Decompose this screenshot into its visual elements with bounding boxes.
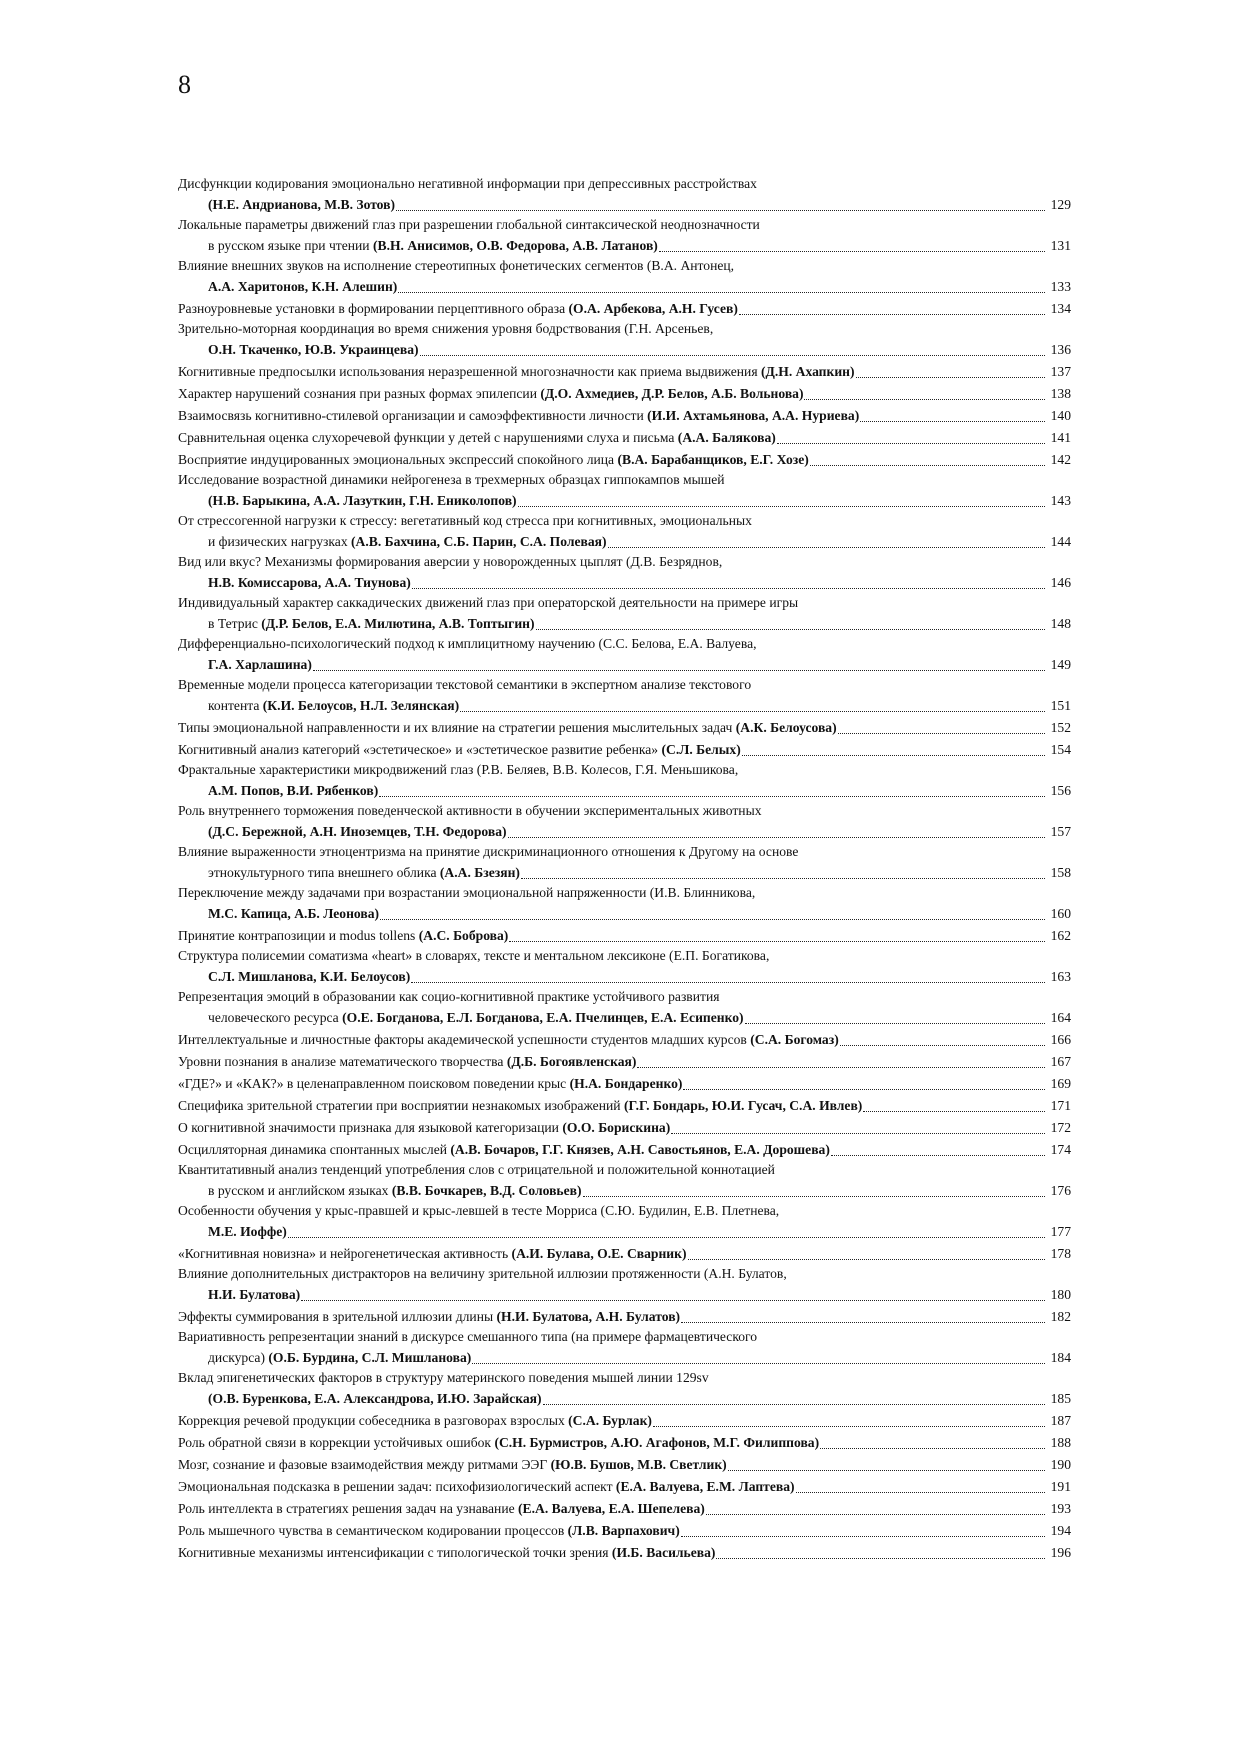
toc-entry-title-continued: Когнитивный анализ категорий «эстетическое» и «эстетическое развитие ребенка» [178,741,662,757]
toc-entry-title-continued: человеческого ресурса [208,1009,343,1025]
toc-entry [178,215,1071,256]
toc-entry [178,362,1071,383]
toc-entry-authors: (О.В. Буренкова, Е.А. Александрова, И.Ю. Зарайская) [208,1390,542,1406]
toc-entry-title-continued: Когнитивные предпосылки использования неразрешенной многозначности как приема выдвижения [178,363,761,379]
toc-entry-title: Индивидуальный характер саккадических движений глаз при операторской деятельности на примере игры [178,595,799,610]
toc-entry-title: Исследование возрастной динамики нейрогенеза в трехмерных образцах гиппокампов мышей [178,472,725,487]
dot-leader [863,1111,1045,1112]
dot-leader [398,292,1045,293]
toc-entry-page: 193 [1050,1500,1071,1516]
dot-leader [810,465,1045,466]
toc-entry [178,718,1071,739]
toc-entry-page: 185 [1050,1390,1071,1406]
toc-entry-authors: А.М. Попов, В.И. Рябенков) [208,782,379,798]
toc-entry-title-continued: Роль интеллекта в стратегиях решения задач на узнавание [178,1500,519,1516]
toc-entry-authors: Г.А. Харлашина) [208,656,312,672]
toc-entry-page: 184 [1050,1349,1071,1365]
toc-entry-title: Вклад эпигенетических факторов в структуру материнского поведения мышей линии 129sv [178,1370,709,1385]
dot-leader [543,1404,1045,1405]
toc-entry [178,634,1071,675]
dot-leader [396,210,1045,211]
toc-entry-title: Влияние дополнительных дистракторов на величину зрительной иллюзии протяженности (А.Н. Булатов, [178,1266,787,1281]
toc-entry [178,1074,1071,1095]
toc-entry [178,428,1071,449]
toc-entry-authors: (Ю.В. Бушов, М.В. Светлик) [550,1456,727,1472]
toc-entry [178,593,1071,634]
toc-entry-authors: (В.В. Бочкарев, В.Д. Соловьев) [391,1182,582,1198]
toc-entry-page: 157 [1050,823,1071,839]
toc-entry-page: 172 [1050,1119,1071,1135]
toc-entry-title-continued: Интеллектуальные и личностные факторы академической успешности студентов младших курсов [178,1031,751,1047]
dot-leader [412,588,1045,589]
toc-entry-page: 151 [1050,697,1071,713]
toc-entry [178,1327,1071,1368]
toc-entry-page: 141 [1050,429,1071,445]
dot-leader [313,670,1045,671]
toc-entry-page: 144 [1050,533,1071,549]
toc-entry-authors: (Н.В. Барыкина, А.А. Лазуткин, Г.Н. Ениколопов) [208,492,517,508]
toc-entry [178,1160,1071,1201]
toc-entry-authors: (А.С. Боброва) [418,927,509,943]
dot-leader [379,796,1045,797]
dot-leader [460,711,1045,712]
dot-leader [681,1536,1045,1537]
toc-entry-page: 156 [1050,782,1071,798]
dot-leader [536,629,1045,630]
dot-leader [745,1023,1045,1024]
toc-entry-authors: А.А. Харитонов, К.Н. Алешин) [208,278,398,294]
toc-entry-page: 182 [1050,1308,1071,1324]
toc-entry-title-continued: «Когнитивная новизна» и нейрогенетическая активность [178,1245,512,1261]
toc-entry [178,1052,1071,1073]
dot-leader [420,355,1045,356]
toc-entry-page: 187 [1050,1412,1071,1428]
toc-entry-page: 178 [1050,1245,1071,1261]
dot-leader [683,1089,1045,1090]
dot-leader [583,1196,1045,1197]
toc-entry [178,406,1071,427]
toc-entry-authors: (С.Н. Бурмистров, А.Ю. Агафонов, М.Г. Филиппова) [494,1434,820,1450]
toc-entry-authors: (Д.Р. Белов, Е.А. Милютина, А.В. Топтыгин) [261,615,535,631]
toc-entry-authors: М.С. Капица, А.Б. Леонова) [208,905,380,921]
table-of-contents [178,174,1071,1563]
toc-entry-title-continued: Роль обратной связи в коррекции устойчивых ошибок [178,1434,495,1450]
toc-entry-title: Зрительно-моторная координация во время снижения уровня бодрствования (Г.Н. Арсеньев, [178,321,714,336]
toc-entry-title-continued: Уровни познания в анализе математического творчества [178,1053,507,1069]
toc-entry-title-continued: Роль мышечного чувства в семантическом кодировании процессов [178,1522,568,1538]
toc-entry-page: 196 [1050,1544,1071,1560]
toc-entry-title-continued: Эффекты суммирования в зрительной иллюзии длины [178,1308,497,1324]
toc-entry [178,842,1071,883]
toc-entry-authors: (А.В. Бахчина, С.Б. Парин, С.А. Полевая) [351,533,607,549]
toc-entry [178,470,1071,511]
toc-entry-title: Вид или вкус? Механизмы формирования аверсии у новорожденных цыплят (Д.В. Безряднов, [178,554,723,569]
toc-entry-authors: (Е.А. Валуева, Е.М. Лаптева) [615,1478,795,1494]
toc-entry-page: 174 [1050,1141,1071,1157]
dot-leader [681,1322,1045,1323]
toc-entry-title-continued: Специфика зрительной стратегии при восприятии незнакомых изображений [178,1097,624,1113]
toc-entry-title: Вариативность репрезентации знаний в дискурсе смешанного типа (на примере фармацевтического [178,1329,758,1344]
dot-leader [688,1259,1046,1260]
toc-entry-authors: (Г.Г. Бондарь, Ю.И. Гусач, С.А. Ивлев) [623,1097,863,1113]
toc-entry [178,1244,1071,1265]
dot-leader [659,251,1045,252]
dot-leader [742,755,1045,756]
toc-entry [178,1368,1071,1409]
toc-entry-page: 169 [1050,1075,1071,1091]
toc-entry-title-continued: контента [208,697,263,713]
toc-entry-title-continued: Осцилляторная динамика спонтанных мыслей [178,1141,451,1157]
toc-entry [178,174,1071,215]
toc-entry-page: 131 [1050,237,1071,253]
toc-entry-title-continued: Мозг, сознание и фазовые взаимодействия между ритмами ЭЭГ [178,1456,551,1472]
toc-entry-authors: М.Е. Иоффе) [208,1223,287,1239]
toc-entry-title: Переключение между задачами при возрастании эмоциональной напряженности (И.В. Блинникова, [178,885,756,900]
toc-entry-title-continued: Эмоциональная подсказка в решении задач: психофизиологический аспект [178,1478,616,1494]
toc-entry-page: 171 [1050,1097,1071,1113]
toc-entry [178,1521,1071,1542]
toc-entry [178,511,1071,552]
dot-leader [509,941,1045,942]
toc-entry-page: 188 [1050,1434,1071,1450]
toc-entry-title: Дифференциально-психологический подход к имплицитному научению (С.С. Белова, Е.А. Валуева, [178,636,757,651]
toc-entry-page: 142 [1050,451,1071,467]
toc-entry-title: Временные модели процесса категоризации текстовой семантики в экспертном анализе текстового [178,677,752,692]
toc-entry [178,319,1071,360]
toc-entry-page: 177 [1050,1223,1071,1239]
toc-entry-page: 164 [1050,1009,1071,1025]
toc-entry-page: 167 [1050,1053,1071,1069]
toc-entry [178,740,1071,761]
toc-entry-page: 180 [1050,1286,1071,1302]
toc-entry-authors: (Н.Е. Андрианова, М.В. Зотов) [208,196,396,212]
toc-entry-authors: (А.В. Бочаров, Г.Г. Князев, А.Н. Савостьянов, Е.А. Дорошева) [450,1141,830,1157]
toc-entry [178,450,1071,471]
toc-entry-title-continued: «ГДЕ?» и «КАК?» в целенаправленном поисковом поведении крыс [178,1075,570,1091]
toc-entry [178,1096,1071,1117]
toc-entry-authors: (А.И. Булава, О.Е. Сварник) [511,1245,687,1261]
toc-entry [178,552,1071,593]
toc-entry-title-continued: Принятие контрапозиции и modus tollens [178,927,419,943]
toc-entry-title: Квантитативный анализ тенденций употребления слов с отрицательной и положительной коннотацией [178,1162,775,1177]
toc-entry-authors: (В.А. Барабанщиков, Е.Г. Хозе) [617,451,809,467]
toc-entry [178,1433,1071,1454]
dot-leader [301,1300,1045,1301]
toc-entry-page: 194 [1050,1522,1071,1538]
toc-entry-authors: (Н.А. Бондаренко) [569,1075,683,1091]
toc-entry-title-continued: и физических нагрузках [208,533,352,549]
toc-entry [178,675,1071,716]
page-number: 8 [178,70,191,99]
dot-leader [856,377,1045,378]
toc-entry [178,801,1071,842]
toc-entry-authors: (А.К. Белоусова) [735,719,837,735]
toc-entry-page: 152 [1050,719,1071,735]
dot-leader [728,1470,1045,1471]
toc-entry-authors: (Д.Н. Ахапкин) [760,363,855,379]
toc-entry-title-continued: Когнитивные механизмы интенсификации с типологической точки зрения [178,1544,612,1560]
dot-leader [288,1237,1045,1238]
dot-leader [860,421,1045,422]
dot-leader [608,547,1045,548]
toc-entry-page: 166 [1050,1031,1071,1047]
toc-entry-page: 163 [1050,968,1071,984]
toc-entry-title-continued: О когнитивной значимости признака для языковой категоризации [178,1119,563,1135]
toc-entry-title-continued: Коррекция речевой продукции собеседника в разговорах взрослых [178,1412,569,1428]
toc-entry-authors: (А.А. Бзезян) [439,864,520,880]
toc-entry-title-continued: дискурса) [208,1349,269,1365]
toc-entry-page: 158 [1050,864,1071,880]
toc-entry-authors: (И.Б. Васильева) [611,1544,716,1560]
toc-entry-title-continued: в русском языке при чтении [208,237,373,253]
dot-leader [831,1155,1045,1156]
toc-entry-title-continued: Характер нарушений сознания при разных формах эпилепсии [178,385,541,401]
toc-entry [178,1543,1071,1564]
toc-entry [178,384,1071,405]
toc-entry-page: 137 [1050,363,1071,379]
toc-entry-authors: (О.О. Борискина) [562,1119,671,1135]
dot-leader [380,919,1045,920]
toc-entry-authors: Н.И. Булатова) [208,1286,301,1302]
toc-entry [178,1499,1071,1520]
toc-entry-page: 190 [1050,1456,1071,1472]
toc-entry-page: 134 [1050,300,1071,316]
toc-entry-title: Влияние выраженности этноцентризма на принятие дискриминационного отношения к Другому на основе [178,844,799,859]
toc-entry-title: Роль внутреннего торможения поведенческой активности в обучении экспериментальных животных [178,803,762,818]
toc-entry-authors: (Л.В. Варпахович) [567,1522,680,1538]
toc-entry-page: 140 [1050,407,1071,423]
toc-entry-page: 138 [1050,385,1071,401]
toc-entry [178,1118,1071,1139]
dot-leader [804,399,1045,400]
toc-entry-title: Структура полисемии соматизма «heart» в словарях, тексте и ментальном лексиконе (Е.П. Богатикова, [178,948,770,963]
dot-leader [716,1558,1045,1559]
toc-entry-title: Особенности обучения у крыс-правшей и крыс-левшей в тесте Морриса (С.Ю. Будилин, Е.В. Плетнева, [178,1203,780,1218]
dot-leader [706,1514,1045,1515]
dot-leader [838,733,1045,734]
dot-leader [820,1448,1045,1449]
toc-entry-authors: (А.А. Балякова) [677,429,776,445]
dot-leader [739,314,1045,315]
toc-entry-authors: (В.Н. Анисимов, О.В. Федорова, А.В. Латанов) [372,237,658,253]
toc-entry-title-continued: Восприятие индуцированных эмоциональных экспрессий спокойного лица [178,451,618,467]
toc-entry-page: 149 [1050,656,1071,672]
toc-entry [178,1140,1071,1161]
dot-leader [653,1426,1045,1427]
toc-entry-page: 176 [1050,1182,1071,1198]
toc-entry-title: Локальные параметры движений глаз при разрешении глобальной синтаксической неоднозначности [178,217,760,232]
dot-leader [637,1067,1045,1068]
toc-entry [178,1201,1071,1242]
toc-entry-title-continued: в русском и английском языках [208,1182,392,1198]
toc-entry-page: 191 [1050,1478,1071,1494]
dot-leader [508,837,1045,838]
dot-leader [521,878,1045,879]
toc-entry-page: 136 [1050,341,1071,357]
toc-entry-authors: О.Н. Ткаченко, Ю.В. Украинцева) [208,341,419,357]
toc-entry-page: 160 [1050,905,1071,921]
toc-entry [178,946,1071,987]
toc-entry-authors: (Е.А. Валуева, Е.А. Шепелева) [518,1500,705,1516]
toc-entry-title: Дисфункции кодирования эмоционально негативной информации при депрессивных расстройствах [178,176,757,191]
toc-entry-authors: (Д.С. Бережной, А.Н. Иноземцев, Т.Н. Федорова) [208,823,507,839]
toc-entry-page: 146 [1050,574,1071,590]
toc-entry [178,299,1071,320]
toc-entry-authors: (С.А. Бурлак) [568,1412,652,1428]
toc-entry-title: Влияние внешних звуков на исполнение стереотипных фонетических сегментов (В.А. Антонец, [178,258,735,273]
dot-leader [411,982,1045,983]
toc-entry [178,1030,1071,1051]
toc-entry-title: Фрактальные характеристики микродвижений глаз (Р.В. Беляев, В.В. Колесов, Г.Я. Меньшикова, [178,762,739,777]
dot-leader [840,1045,1045,1046]
toc-entry-authors: (Д.О. Ахмедиев, Д.Р. Белов, А.Б. Вольнова) [540,385,804,401]
toc-entry-page: 143 [1050,492,1071,508]
toc-entry-authors: Н.В. Комиссарова, А.А. Тиунова) [208,574,411,590]
toc-entry-title-continued: Типы эмоциональной направленности и их влияние на стратегии решения мыслительных задач [178,719,736,735]
toc-entry-authors: (Д.Б. Богоявленская) [506,1053,637,1069]
toc-entry-title-continued: Сравнительная оценка слухоречевой функции у детей с нарушениями слуха и письма [178,429,678,445]
toc-entry-page: 154 [1050,741,1071,757]
toc-entry [178,760,1071,801]
toc-entry [178,1307,1071,1328]
dot-leader [777,443,1045,444]
toc-entry [178,1264,1071,1305]
toc-entry-authors: (Н.И. Булатова, А.Н. Булатов) [496,1308,681,1324]
toc-entry-title-continued: Разноуровневые установки в формировании перцептивного образа [178,300,569,316]
toc-entry-title-continued: в Тетрис [208,615,262,631]
toc-entry-authors: С.Л. Мишланова, К.И. Белоусов) [208,968,411,984]
toc-entry-authors: (О.Б. Бурдина, С.Л. Мишланова) [268,1349,472,1365]
toc-entry [178,1455,1071,1476]
dot-leader [518,506,1045,507]
toc-entry-authors: (С.А. Богомаз) [750,1031,839,1047]
toc-entry-page: 129 [1050,196,1071,212]
dot-leader [796,1492,1045,1493]
toc-entry-title: Репрезентация эмоций в образовании как социо-когнитивной практике устойчивого развития [178,989,720,1004]
toc-entry-title: От стрессогенной нагрузки к стрессу: вегетативный код стресса при когнитивных, эмоциональных [178,513,752,528]
toc-entry [178,926,1071,947]
toc-entry [178,883,1071,924]
toc-entry [178,1411,1071,1432]
toc-entry-page: 133 [1050,278,1071,294]
toc-entry [178,256,1071,297]
dot-leader [671,1133,1045,1134]
toc-entry-authors: (О.Е. Богданова, Е.Л. Богданова, Е.А. Пчелинцев, Е.А. Есипенко) [342,1009,744,1025]
toc-entry [178,1477,1071,1498]
toc-entry-page: 162 [1050,927,1071,943]
toc-entry-authors: (О.А. Арбекова, А.Н. Гусев) [568,300,738,316]
toc-entry [178,987,1071,1028]
toc-entry-authors: (И.И. Ахтамьянова, А.А. Нуриева) [647,407,860,423]
toc-entry-title-continued: этнокультурного типа внешнего облика [208,864,440,880]
dot-leader [472,1363,1045,1364]
toc-entry-title-continued: Взаимосвязь когнитивно-стилевой организации и самоэффективности личности [178,407,648,423]
toc-entry-authors: (С.Л. Белых) [661,741,741,757]
toc-entry-authors: (К.И. Белоусов, Н.Л. Зелянская) [262,697,460,713]
toc-entry-page: 148 [1050,615,1071,631]
